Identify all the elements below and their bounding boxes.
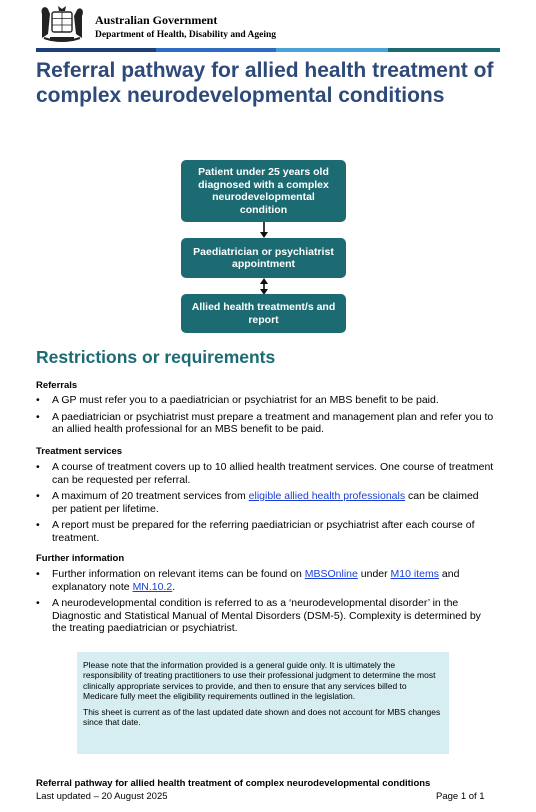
government-name: Australian Government (95, 13, 218, 27)
flow-step-patient: Patient under 25 years old diagnosed with a complex neurodevelopmental condition (181, 160, 346, 222)
restrictions-heading: Restrictions or requirements (36, 347, 276, 367)
referrals-list (36, 394, 496, 440)
page-title: Referral pathway for allied health treatment of complex neurodevelopmental conditions (36, 59, 494, 107)
list-item-text: Further information on relevant items can be found on (52, 568, 305, 580)
department-name: Department of Health, Disability and Ageing (95, 30, 277, 40)
disclaimer-paragraph: Please note that the information provided is a general guide only. It is ultimately the responsibility of treating practitioners to use their professional judgment to determine the most clinically appropriate services to provide, and then to ensure that any services billed to Medicare fully meet the eligibility requirements outlined in the legislation. (83, 660, 436, 701)
list-item-text: and explanatory note (52, 568, 460, 593)
footer-title: Referral pathway for allied health treatment of complex neurodevelopmental conditions (36, 778, 431, 789)
list-item-text: . (172, 580, 176, 593)
arrow-bidirectional-icon (259, 278, 269, 295)
arrow-down-icon (259, 222, 269, 239)
further-information-heading: Further information (36, 553, 125, 564)
list-item: • A GP must refer you to a paediatrician or psychiatrist for an MBS benefit to be paid. (36, 394, 496, 407)
flow-step-allied-health: Allied health treatment/s and report (181, 294, 346, 333)
eligible-allied-health-link[interactable]: eligible allied health professionals (248, 490, 406, 502)
list-item-text: can be claimed per patient per lifetime. (52, 490, 479, 515)
footer-page-number: Page 1 of 1 (436, 791, 485, 802)
flow-step-specialist: Paediatrician or psychiatrist appointment (181, 238, 346, 278)
commonwealth-crest-logo (36, 4, 88, 44)
list-item-text: A maximum of 20 treatment services from (52, 490, 249, 502)
m10-items-link[interactable]: M10 items (390, 568, 439, 580)
list-item: • A course of treatment covers up to 10 allied health treatment services. One course of treatment can be requested per referral. (36, 461, 496, 486)
further-information-list (36, 568, 496, 639)
list-item (36, 490, 496, 515)
list-item: • A report must be prepared for the referring paediatrician or psychiatrist after each course of treatment. (36, 519, 496, 544)
list-item-text: under (357, 568, 391, 580)
disclaimer-notice (77, 652, 449, 754)
footer-last-updated: Last updated – 20 August 2025 (36, 791, 168, 802)
treatment-services-heading: Treatment services (36, 446, 123, 457)
page-header (36, 4, 506, 50)
mn-10-2-link[interactable]: MN.10.2 (132, 580, 173, 593)
currency-paragraph: This sheet is current as of the last updated date shown and does not account for MBS changes since that date. (83, 707, 441, 728)
list-item: • A neurodevelopmental condition is referred to as a ‘neurodevelopmental disorder’ in the Diagnostic and Statistical Manual of Mental Disorders (DSM-5). Complexity is determined by the treating paediatrician or psychiatrist. (36, 597, 496, 635)
list-item (36, 568, 496, 593)
mbsonline-link[interactable]: MBSOnline (304, 568, 358, 580)
header-color-rule (36, 48, 500, 52)
treatment-services-list (36, 461, 496, 548)
referrals-heading: Referrals (36, 380, 78, 391)
list-item: • A paediatrician or psychiatrist must prepare a treatment and management plan and refer you to an allied health professional for an MBS benefit to be paid. (36, 411, 496, 436)
